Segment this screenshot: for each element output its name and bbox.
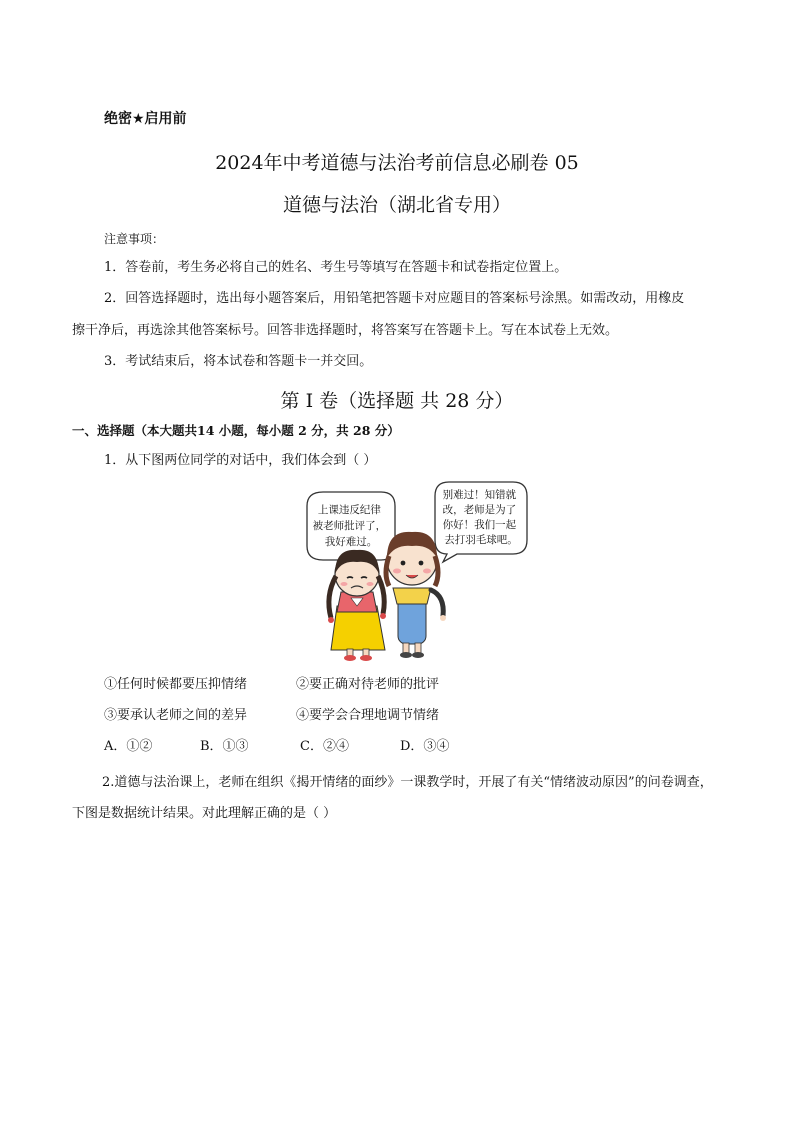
dialogue-illustration [295,478,535,664]
left-bubble-line-2: 被老师批评了， [312,520,387,532]
comforting-girl-figure [386,532,446,658]
option-a[interactable]: A．①② [104,739,153,754]
right-bubble-line-3: 你好！我们一起 [442,519,517,531]
note-item-2-line1: 2．回答选择题时，选出每小题答案后，用铅笔把答题卡对应题目的答案标号涂黑。如需改动，用橡皮 [104,291,685,306]
part-title: 一、选择题（本大题共14 小题，每小题 2 分，共 28 分） [72,423,400,438]
notes-heading: 注意事项： [104,232,165,246]
option-d[interactable]: D．③④ [400,739,450,754]
left-bubble-line-3: 我好难过。 [324,536,378,548]
right-bubble-line-2: 改，老师是为了 [442,504,517,516]
right-bubble-line-4: 去打羽毛球吧。 [444,534,518,546]
statement-1: ①任何时候都要压抑情绪 [104,677,248,692]
question-2-stem: 2.道德与法治课上，老师在组织《揭开情绪的面纱》一课教学时，开展了有关“情绪波动原因”的问卷调查，下图是数据统计结果。对此理解正确的是（ ） [72,775,713,821]
exam-subtitle: 道德与法治（湖北省专用） [282,194,511,216]
sad-girl-figure [328,550,386,661]
section-title: 第 I 卷（选择题 共 28 分） [280,390,514,412]
note-item-1: 1．答卷前，考生务必将自己的姓名、考生号等填写在答题卡和试卷指定位置上。 [104,260,568,275]
confidential-mark: 绝密★启用前 [104,111,187,127]
option-c[interactable]: C．②④ [300,739,349,754]
right-speech-bubble [435,482,527,562]
option-b[interactable]: B．①③ [200,739,249,754]
note-item-3: 3．考试结束后，将本试卷和答题卡一并交回。 [104,354,373,369]
statement-2: ②要正确对待老师的批评 [296,677,440,692]
exam-title: 2024年中考道德与法治考前信息必刷卷 05 [215,152,579,174]
question-1-stem: 1．从下图两位同学的对话中，我们体会到（ ） [104,453,377,468]
right-bubble-line-1: 别难过！知错就 [442,489,517,501]
left-bubble-line-1: 上课违反纪律 [317,504,381,516]
statement-4: ④要学会合理地调节情绪 [296,708,440,723]
statement-3: ③要承认老师之间的差异 [104,708,248,723]
note-item-2-line2: 擦干净后，再选涂其他答案标号。回答非选择题时，将答案写在答题卡上。写在本试卷上无效。 [72,323,619,338]
